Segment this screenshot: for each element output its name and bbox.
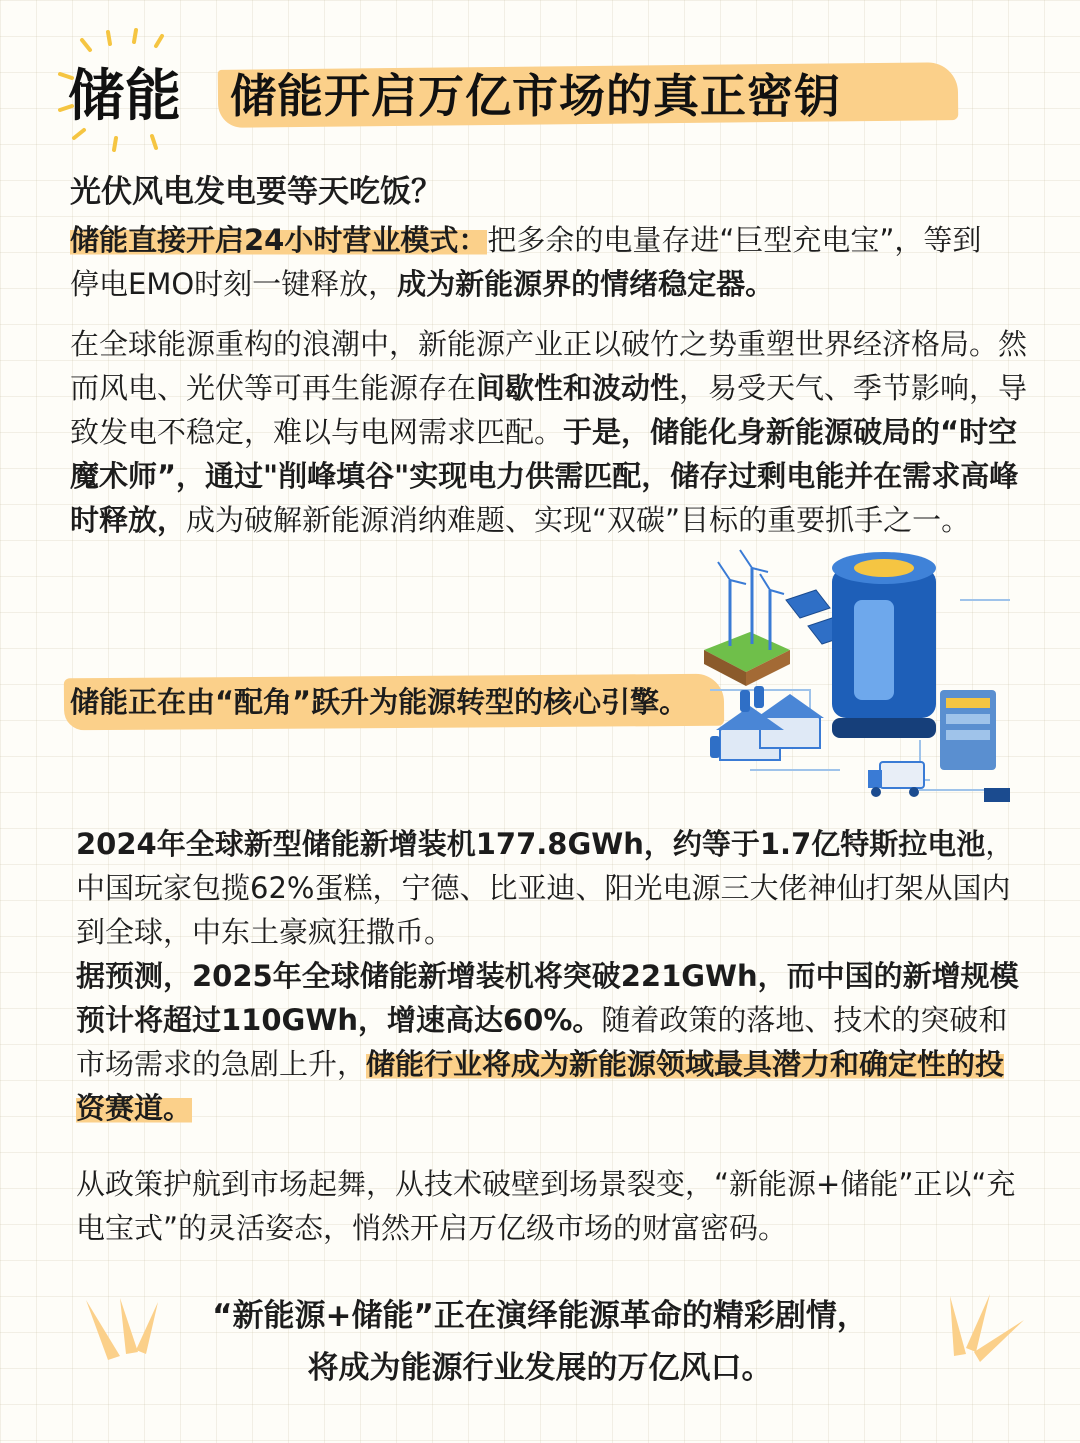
context-text-1: 在全球能源重构的浪潮中，新能源产业正以破竹之势重塑世界经济格局。然而风电、光伏等可再生能源存在 [70, 327, 1028, 405]
intro-paragraph [70, 218, 1010, 306]
market-text-1: ，中国玩家包揽62%蛋糕，宁德、比亚迪、阳光电源三大佬神仙打架从国内到全球，中东土豪疯狂撒币。 [76, 827, 1015, 949]
context-bold-1: 间歇性和波动性 [476, 371, 680, 405]
burst-right-decoration [920, 1290, 1030, 1400]
mode-tail: 成为新能源界的情绪稳定器。 [397, 267, 775, 301]
page-title: 储能开启万亿市场的真正密钥 [230, 69, 841, 123]
context-bold-2: 于是，储能化身新能源破局的“时空魔术师”，通过"削峰填谷"实现电力供需匹配，储存过剩电能并在需求高峰时释放， [70, 415, 1019, 537]
battery-icon [832, 552, 936, 738]
houses-icon [716, 694, 824, 760]
chip-icon [984, 788, 1010, 802]
intro-question: 光伏风电发电要等天吃饭？ [70, 174, 442, 210]
brand-label: 储能 [68, 64, 182, 129]
market-bold-2: 据预测，2025年全球储能新增装机将突破221GWh，而中国的新增规模预计将超过110GWh，增速高达60%。 [76, 959, 1019, 1037]
final-statement [160, 1290, 920, 1394]
mode-text: 把多余的电量存进“巨型充电宝”，等到停电EMO时刻一键释放， [70, 223, 982, 301]
context-paragraph [70, 322, 1030, 542]
mode-highlight: 储能直接开启24小时营业模式： [70, 223, 488, 257]
server-rack-icon [940, 690, 996, 770]
market-paragraph [76, 822, 1026, 1130]
energy-storage-illustration [690, 540, 1030, 820]
market-highlight: 储能行业将成为新能源领域最具潜力和确定性的投资赛道。 [76, 1047, 1005, 1125]
market-text-2: 随着政策的落地、技术的突破和市场需求的急剧上升， [76, 1003, 1008, 1081]
context-text-3: 成为破解新能源消纳难题、实现“双碳”目标的重要抓手之一。 [186, 503, 971, 537]
closing-paragraph: 从政策护航到市场起舞，从技术破壁到场景裂变，“新能源+储能”正以“充电宝式”的灵活姿态，悄然开启万亿级市场的财富密码。 [76, 1167, 1016, 1245]
market-bold-1: 2024年全球新型储能新增装机177.8GWh，约等于1.7亿特斯拉电池 [76, 827, 986, 861]
truck-icon [868, 762, 924, 797]
final-line-1: “新能源+储能”正在演绎能源革命的精彩剧情， [212, 1298, 868, 1334]
final-line-2: 将成为能源行业发展的万亿风口。 [307, 1350, 773, 1386]
engine-statement: 储能正在由“配角”跃升为能源转型的核心引擎。 [70, 685, 689, 719]
context-text-2: ，易受天气、季节影响，导致发电不稳定，难以与电网需求匹配。 [70, 371, 1028, 449]
